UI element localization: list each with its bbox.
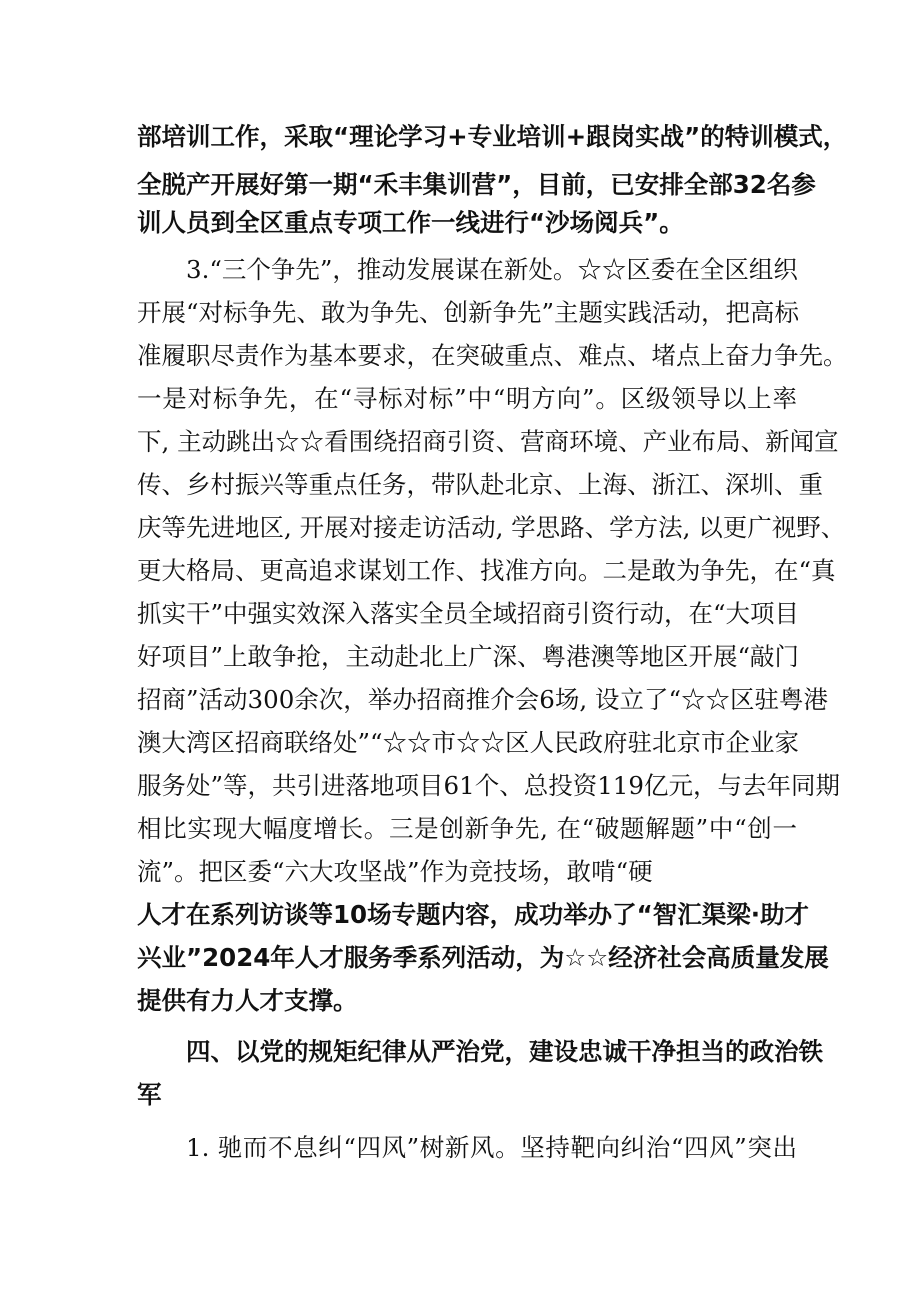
text-line: 更大格局、更高追求谋划工作、找准方向。二是敢为争先，在“真 [137,556,836,585]
text-line: 部培训工作，采取“理论学习+专业培训+跟岗实战”的特训模式， [137,122,848,151]
text-line: 传、乡村振兴等重点任务，带队赴北京、上海、浙江、深圳、重 [137,470,823,499]
text-line: 好项目”上敢争抢，主动赴北上广深、粤港澳等地区开展“敲门 [137,642,800,671]
text-line: 相比实现大幅度增长。三是创新争先, 在“破题解题”中“创一 [137,814,797,843]
text-line: 下, 主动跳出☆☆看围绕招商引资、营商环境、产业布局、新闻宣 [137,427,839,456]
text-line: 准履职尽责作为基本要求，在突破重点、难点、堵点上奋力争先。 [137,341,848,370]
text-line: 3.“三个争先”，推动发展谋在新处。☆☆区委在全区组织 [186,255,798,284]
text-line: 抓实干”中强实效深入落实全员全域招商引资行动，在“大项目 [137,599,800,628]
text-line: 招商”活动300余次，举办招商推介会6场, 设立了“☆☆区驻粤港 [137,685,828,714]
text-line: 兴业”2024年人才服务季系列活动，为☆☆经济社会高质量发展 [137,943,829,972]
text-line: 全脱产开展好第一期“禾丰集训营”，目前，已安排全部32名参 [137,170,816,199]
section-heading: 军 [137,1080,162,1109]
text-line: 澳大湾区招商联络处”“☆☆市☆☆区人民政府驻北京市企业家 [137,728,800,757]
text-line: 服务处”等，共引进落地项目61个、总投资119亿元，与去年同期 [137,771,840,800]
text-line: 流”。把区委“六大攻坚战”作为竞技场，敢啃“硬 [137,857,653,886]
text-line: 训人员到全区重点专项工作一线进行“沙场阅兵”。 [137,208,684,237]
section-heading: 四、以党的规矩纪律从严治党，建设忠诚干净担当的政治铁 [186,1037,823,1066]
text-line: 开展“对标争先、敢为争先、创新争先”主题实践活动，把高标 [137,298,800,327]
text-line: 人才在系列访谈等10场专题内容，成功举办了“智汇渠梁·助才 [137,900,810,929]
text-line: 提供有力人才支撑。 [137,986,358,1015]
text-line: 一是对标争先，在“寻标对标”中“明方向”。区级领导以上率 [137,384,797,413]
text-line: 1. 驰而不息纠“四风”树新风。坚持靶向纠治“四风”突出 [186,1133,797,1162]
text-line: 庆等先进地区, 开展对接走访活动, 学思路、学方法, 以更广视野、 [137,513,846,542]
